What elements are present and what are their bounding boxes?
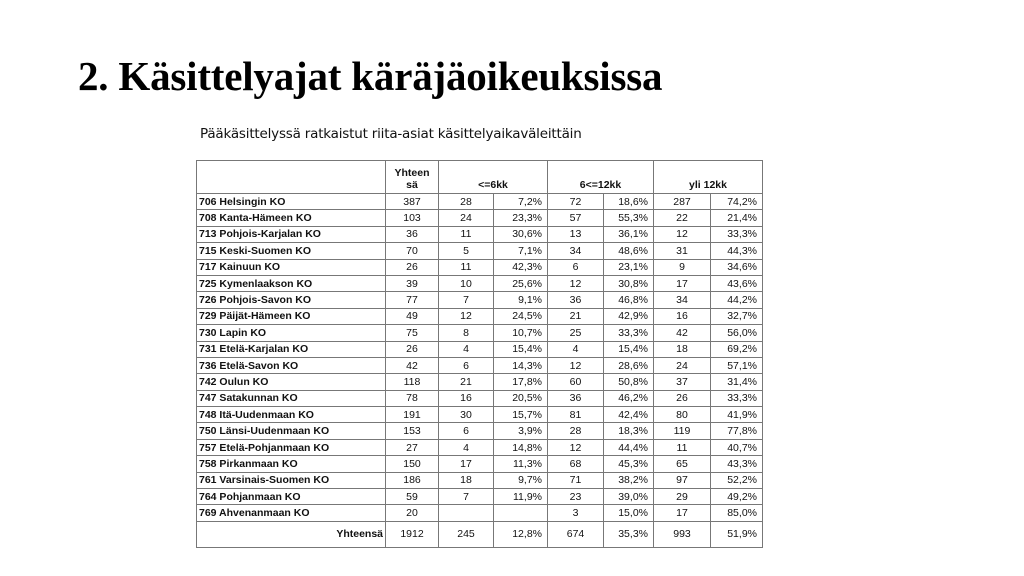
table-row	[197, 275, 763, 291]
cell-total: 118	[386, 374, 439, 390]
cell-p2: 48,6%	[604, 243, 654, 259]
cell-name: 725 Kymenlaakson KO	[197, 275, 386, 291]
table-row	[197, 292, 763, 308]
cell-c1: 5	[439, 243, 494, 259]
cell-c3: 22	[654, 210, 711, 226]
cell-name: 757 Etelä-Pohjanmaan KO	[197, 439, 386, 455]
cell-total: 36	[386, 226, 439, 242]
cell-total: 42	[386, 357, 439, 373]
cell-name: 742 Oulun KO	[197, 374, 386, 390]
cell-name: 726 Pohjois-Savon KO	[197, 292, 386, 308]
cell-name: 730 Lapin KO	[197, 325, 386, 341]
cell-c1: 17	[439, 456, 494, 472]
cell-c1: 7	[439, 292, 494, 308]
cell-p1: 15,7%	[494, 407, 548, 423]
cell-name: Yhteensä	[197, 521, 386, 547]
cell-p1	[494, 505, 548, 521]
cell-p2: 46,8%	[604, 292, 654, 308]
cell-c3: 11	[654, 439, 711, 455]
table-row	[197, 472, 763, 488]
header-name	[197, 161, 386, 194]
cell-name: 713 Pohjois-Karjalan KO	[197, 226, 386, 242]
cell-p1: 7,2%	[494, 194, 548, 210]
cell-total: 27	[386, 439, 439, 455]
cell-p1: 30,6%	[494, 226, 548, 242]
cell-total: 26	[386, 341, 439, 357]
header-total: Yhteen sä	[386, 161, 439, 194]
cell-p1: 9,7%	[494, 472, 548, 488]
cell-p3: 74,2%	[711, 194, 763, 210]
cell-c2: 72	[548, 194, 604, 210]
cell-name: 764 Pohjanmaan KO	[197, 489, 386, 505]
cell-total: 387	[386, 194, 439, 210]
cell-c1: 18	[439, 472, 494, 488]
cell-c1: 11	[439, 226, 494, 242]
cell-p2: 23,1%	[604, 259, 654, 275]
cell-p3: 44,3%	[711, 243, 763, 259]
cell-p1: 24,5%	[494, 308, 548, 324]
cell-name: 731 Etelä-Karjalan KO	[197, 341, 386, 357]
cell-total: 191	[386, 407, 439, 423]
slide-title: 2. Käsittelyajat käräjäoikeuksissa	[78, 53, 663, 99]
cell-p2: 55,3%	[604, 210, 654, 226]
cell-p3: 43,6%	[711, 275, 763, 291]
cell-p2: 42,4%	[604, 407, 654, 423]
cell-c3: 18	[654, 341, 711, 357]
cell-p1: 9,1%	[494, 292, 548, 308]
table-row	[197, 226, 763, 242]
table-row	[197, 439, 763, 455]
cell-p3: 32,7%	[711, 308, 763, 324]
table-header-row	[197, 161, 763, 194]
cell-p2: 28,6%	[604, 357, 654, 373]
cell-total: 20	[386, 505, 439, 521]
table-row	[197, 357, 763, 373]
cell-p2: 18,3%	[604, 423, 654, 439]
cell-c2: 68	[548, 456, 604, 472]
cell-c1: 4	[439, 341, 494, 357]
cell-p1: 10,7%	[494, 325, 548, 341]
cell-p1: 14,3%	[494, 357, 548, 373]
table-row	[197, 341, 763, 357]
header-upto-6-months: <=6kk	[439, 161, 548, 194]
cell-c1: 10	[439, 275, 494, 291]
cell-c3: 34	[654, 292, 711, 308]
cell-c3: 993	[654, 521, 711, 547]
cell-c1: 7	[439, 489, 494, 505]
cell-p3: 49,2%	[711, 489, 763, 505]
cell-c3: 97	[654, 472, 711, 488]
cell-c3: 9	[654, 259, 711, 275]
cell-total: 75	[386, 325, 439, 341]
table-row	[197, 194, 763, 210]
cell-p1: 11,9%	[494, 489, 548, 505]
cell-p3: 33,3%	[711, 390, 763, 406]
cell-total: 70	[386, 243, 439, 259]
cell-c3: 42	[654, 325, 711, 341]
cell-c2: 36	[548, 390, 604, 406]
cell-c2: 21	[548, 308, 604, 324]
cell-name: 758 Pirkanmaan KO	[197, 456, 386, 472]
cell-p2: 35,3%	[604, 521, 654, 547]
cell-c1: 245	[439, 521, 494, 547]
cell-p3: 44,2%	[711, 292, 763, 308]
cell-p1: 7,1%	[494, 243, 548, 259]
cell-c2: 23	[548, 489, 604, 505]
cell-c2: 71	[548, 472, 604, 488]
cell-p2: 18,6%	[604, 194, 654, 210]
cell-p1: 15,4%	[494, 341, 548, 357]
cell-c1: 12	[439, 308, 494, 324]
cell-c2: 81	[548, 407, 604, 423]
cell-p2: 15,4%	[604, 341, 654, 357]
cell-name: 748 Itä-Uudenmaan KO	[197, 407, 386, 423]
cell-p3: 33,3%	[711, 226, 763, 242]
cell-total: 1912	[386, 521, 439, 547]
cell-p2: 46,2%	[604, 390, 654, 406]
cell-c3: 287	[654, 194, 711, 210]
cell-c2: 13	[548, 226, 604, 242]
cell-p1: 14,8%	[494, 439, 548, 455]
cell-p2: 45,3%	[604, 456, 654, 472]
cell-c2: 674	[548, 521, 604, 547]
cell-c3: 80	[654, 407, 711, 423]
cell-p2: 15,0%	[604, 505, 654, 521]
cell-c1: 16	[439, 390, 494, 406]
header-6-to-12-months: 6<=12kk	[548, 161, 654, 194]
cell-c1: 4	[439, 439, 494, 455]
cell-c3: 26	[654, 390, 711, 406]
cell-c1: 8	[439, 325, 494, 341]
cell-p2: 39,0%	[604, 489, 654, 505]
cell-total: 153	[386, 423, 439, 439]
cell-c2: 12	[548, 275, 604, 291]
cell-p1: 20,5%	[494, 390, 548, 406]
cell-name: 717 Kainuun KO	[197, 259, 386, 275]
table-row	[197, 325, 763, 341]
cell-p2: 33,3%	[604, 325, 654, 341]
cell-name: 747 Satakunnan KO	[197, 390, 386, 406]
table-row	[197, 243, 763, 259]
cell-total: 103	[386, 210, 439, 226]
cell-p2: 30,8%	[604, 275, 654, 291]
cell-total: 59	[386, 489, 439, 505]
cell-c2: 28	[548, 423, 604, 439]
cell-p3: 41,9%	[711, 407, 763, 423]
cell-total: 77	[386, 292, 439, 308]
cell-c3: 29	[654, 489, 711, 505]
cell-c3: 31	[654, 243, 711, 259]
cell-p3: 69,2%	[711, 341, 763, 357]
cell-p3: 51,9%	[711, 521, 763, 547]
cell-c3: 17	[654, 505, 711, 521]
cell-c2: 57	[548, 210, 604, 226]
table-row	[197, 259, 763, 275]
cell-p3: 31,4%	[711, 374, 763, 390]
cell-c3: 17	[654, 275, 711, 291]
cell-c2: 25	[548, 325, 604, 341]
cell-p1: 25,6%	[494, 275, 548, 291]
cell-c1: 21	[439, 374, 494, 390]
cell-c1: 30	[439, 407, 494, 423]
cell-name: 750 Länsi-Uudenmaan KO	[197, 423, 386, 439]
cell-p3: 85,0%	[711, 505, 763, 521]
cell-p3: 43,3%	[711, 456, 763, 472]
cell-p1: 12,8%	[494, 521, 548, 547]
cell-c2: 12	[548, 357, 604, 373]
cell-c2: 34	[548, 243, 604, 259]
cell-c2: 12	[548, 439, 604, 455]
cell-name: 736 Etelä-Savon KO	[197, 357, 386, 373]
cell-c3: 16	[654, 308, 711, 324]
cell-name: 761 Varsinais-Suomen KO	[197, 472, 386, 488]
cell-p2: 42,9%	[604, 308, 654, 324]
cell-total: 78	[386, 390, 439, 406]
table-row	[197, 210, 763, 226]
cell-p3: 21,4%	[711, 210, 763, 226]
table-row	[197, 374, 763, 390]
cell-c2: 36	[548, 292, 604, 308]
cell-p2: 36,1%	[604, 226, 654, 242]
table-caption: Pääkäsittelyssä ratkaistut riita-asiat käsittelyaikaväleittäin	[200, 126, 582, 142]
table-row	[197, 308, 763, 324]
cell-total: 39	[386, 275, 439, 291]
table-total-row	[197, 521, 763, 547]
cell-p3: 57,1%	[711, 357, 763, 373]
cell-total: 150	[386, 456, 439, 472]
cell-p1: 11,3%	[494, 456, 548, 472]
cell-name: 729 Päijät-Hämeen KO	[197, 308, 386, 324]
cell-p2: 38,2%	[604, 472, 654, 488]
cell-p1: 42,3%	[494, 259, 548, 275]
table-row	[197, 423, 763, 439]
cell-c3: 12	[654, 226, 711, 242]
cell-c2: 4	[548, 341, 604, 357]
cell-p2: 44,4%	[604, 439, 654, 455]
cell-c1	[439, 505, 494, 521]
cell-c2: 6	[548, 259, 604, 275]
cell-c3: 37	[654, 374, 711, 390]
cell-total: 186	[386, 472, 439, 488]
cell-p3: 40,7%	[711, 439, 763, 455]
cell-c1: 6	[439, 423, 494, 439]
cell-total: 26	[386, 259, 439, 275]
cell-c1: 28	[439, 194, 494, 210]
cell-name: 708 Kanta-Hämeen KO	[197, 210, 386, 226]
cell-p2: 50,8%	[604, 374, 654, 390]
cell-total: 49	[386, 308, 439, 324]
table-row	[197, 456, 763, 472]
cell-name: 706 Helsingin KO	[197, 194, 386, 210]
cell-name: 769 Ahvenanmaan KO	[197, 505, 386, 521]
table-row	[197, 407, 763, 423]
cell-c3: 65	[654, 456, 711, 472]
cell-c3: 24	[654, 357, 711, 373]
processing-times-table	[196, 160, 763, 548]
cell-c3: 119	[654, 423, 711, 439]
cell-p3: 34,6%	[711, 259, 763, 275]
cell-p3: 56,0%	[711, 325, 763, 341]
cell-name: 715 Keski-Suomen KO	[197, 243, 386, 259]
cell-c1: 11	[439, 259, 494, 275]
cell-p1: 23,3%	[494, 210, 548, 226]
cell-c2: 60	[548, 374, 604, 390]
table-row	[197, 390, 763, 406]
cell-c1: 6	[439, 357, 494, 373]
cell-p1: 17,8%	[494, 374, 548, 390]
cell-c1: 24	[439, 210, 494, 226]
cell-p3: 77,8%	[711, 423, 763, 439]
cell-p3: 52,2%	[711, 472, 763, 488]
cell-p1: 3,9%	[494, 423, 548, 439]
cell-c2: 3	[548, 505, 604, 521]
header-over-12-months: yli 12kk	[654, 161, 763, 194]
table-row	[197, 489, 763, 505]
table-row	[197, 505, 763, 521]
